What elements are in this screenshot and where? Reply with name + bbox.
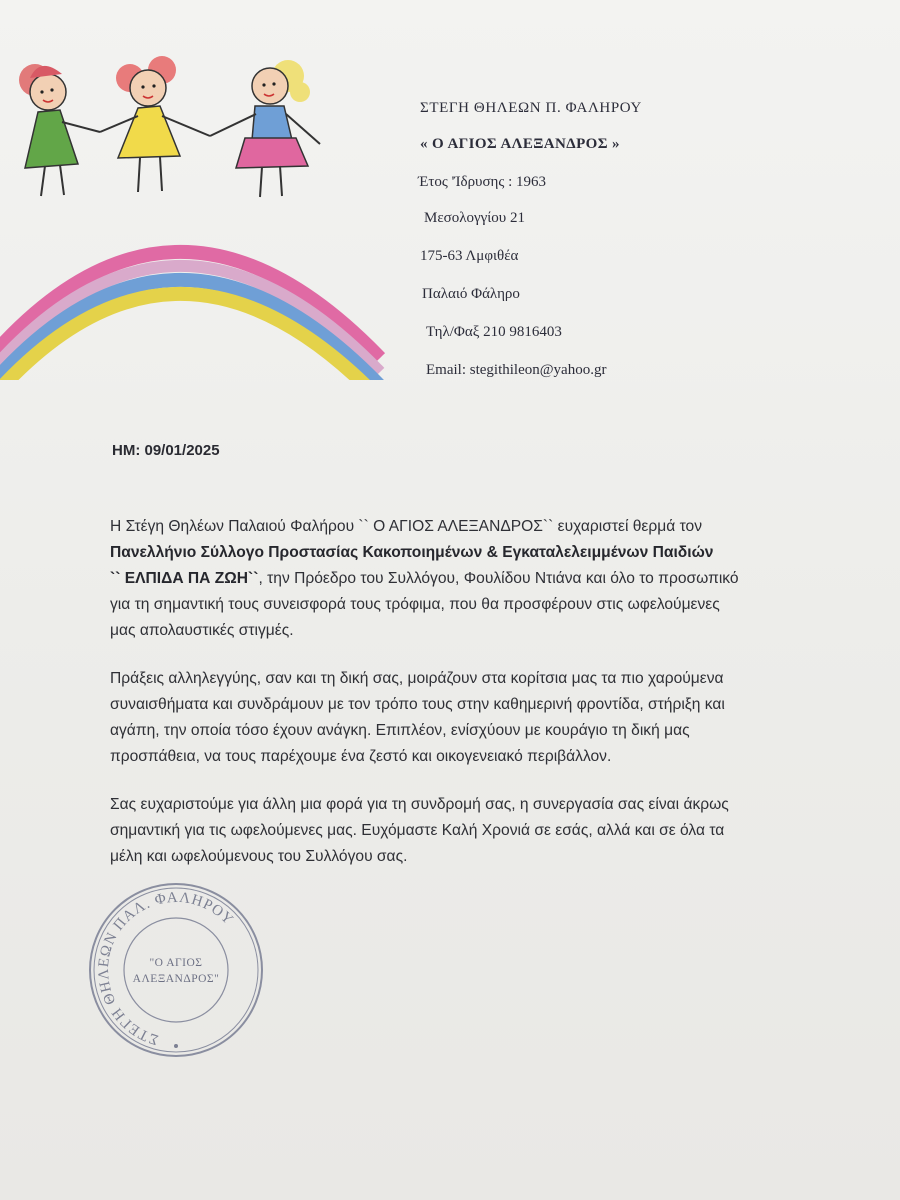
email-address: Email: stegithileon@yahoo.gr xyxy=(426,362,607,378)
org-subtitle: « Ο ΑΓΙΟΣ ΑΛΕΞΑΝΔΡΟΣ » xyxy=(420,136,620,152)
paragraph-line: συναισθήματα και συνδράμουν με τον τρόπο τους στην καθημερινή φροντίδα, στήριξη και xyxy=(110,696,725,713)
address-postcode: 175-63 Λμφιθέα xyxy=(420,248,519,264)
recipient-name: Πανελλήνιο Σύλλογο Προστασίας Κακοποιημένων & Εγκαταλελειμμένων Παιδιών xyxy=(110,544,714,561)
paragraph-line: Σας ευχαριστούμε για άλλη μια φορά για τη συνδρομή σας, η συνεργασία σας είναι άκρως xyxy=(110,796,729,813)
letter-date: ΗΜ: 09/01/2025 xyxy=(112,442,220,459)
paragraph-line: για τη σημαντική τους συνεισφορά τους τρόφιμα, που θα προσφέρουν στις ωφελούμενες xyxy=(110,596,720,613)
address-street: Μεσολογγίου 21 xyxy=(424,210,525,226)
official-stamp xyxy=(86,880,266,1060)
address-area: Παλαιό Φάληρο xyxy=(422,286,520,302)
rainbow-children-logo xyxy=(0,40,400,380)
stamp-ring-text: ΣΤΕΓΗ ΘΗΛΕΩΝ ΠΑΛ. ΦΑΛΗΡΟΥ xyxy=(95,889,237,1048)
founded-year: Έτος 'Ίδρυσης : 1963 xyxy=(418,174,547,190)
paragraph-line: σημαντική για τις ωφελούμενες μας. Ευχόμαστε Καλή Χρονιά σε εσάς, αλλά και σε όλα τα xyxy=(110,822,725,839)
stamp-inner-line-1: "Ο ΑΓΙΟΣ xyxy=(149,957,203,969)
paragraph-line: Η Στέγη Θηλέων Παλαιού Φαλήρου `` Ο ΑΓΙΟΣ ΑΛΕΞΑΝΔΡΟΣ`` ευχαριστεί θερμά τον xyxy=(110,518,702,535)
org-name: ΣΤΕΓΗ ΘΗΛΕΩΝ Π. ΦΑΛΗΡΟΥ xyxy=(420,100,642,116)
paragraph-line: Πράξεις αλληλεγγύης, σαν και τη δική σας, μοιράζουν στα κορίτσια μας τα πιο χαρούμενα xyxy=(110,670,724,687)
phone-fax: Τηλ/Φαξ 210 9816403 xyxy=(426,324,562,340)
paragraph-3 xyxy=(110,792,890,870)
stamp-inner-line-2: ΑΛΕΞΑΝΔΡΟΣ" xyxy=(132,973,220,985)
paragraph-1 xyxy=(110,514,890,644)
paragraph-line: αγάπη, την οποία τόσο έχουν ανάγκη. Επιπλέον, ενίσχύουν με κουράγιο τη δική μας xyxy=(110,722,690,739)
recipient-title: `` ΕΛΠΙΔΑ ΠΑ ΖΩΗ`` xyxy=(110,570,259,587)
paragraph-2 xyxy=(110,666,890,770)
paragraph-line: προσπάθεια, να τους παρέχουμε ένα ζεστό και οικογενειακό περιβάλλον. xyxy=(110,748,612,765)
paragraph-line: μέλη και ωφελούμενους του Συλλόγου σας. xyxy=(110,848,408,865)
paragraph-line: , την Πρόεδρο του Συλλόγου, Φουλίδου Ντιάνα και όλο το προσωπικό xyxy=(258,570,739,587)
letter-body xyxy=(110,514,890,892)
paragraph-line: μας απολαυστικές στιγμές. xyxy=(110,622,294,639)
